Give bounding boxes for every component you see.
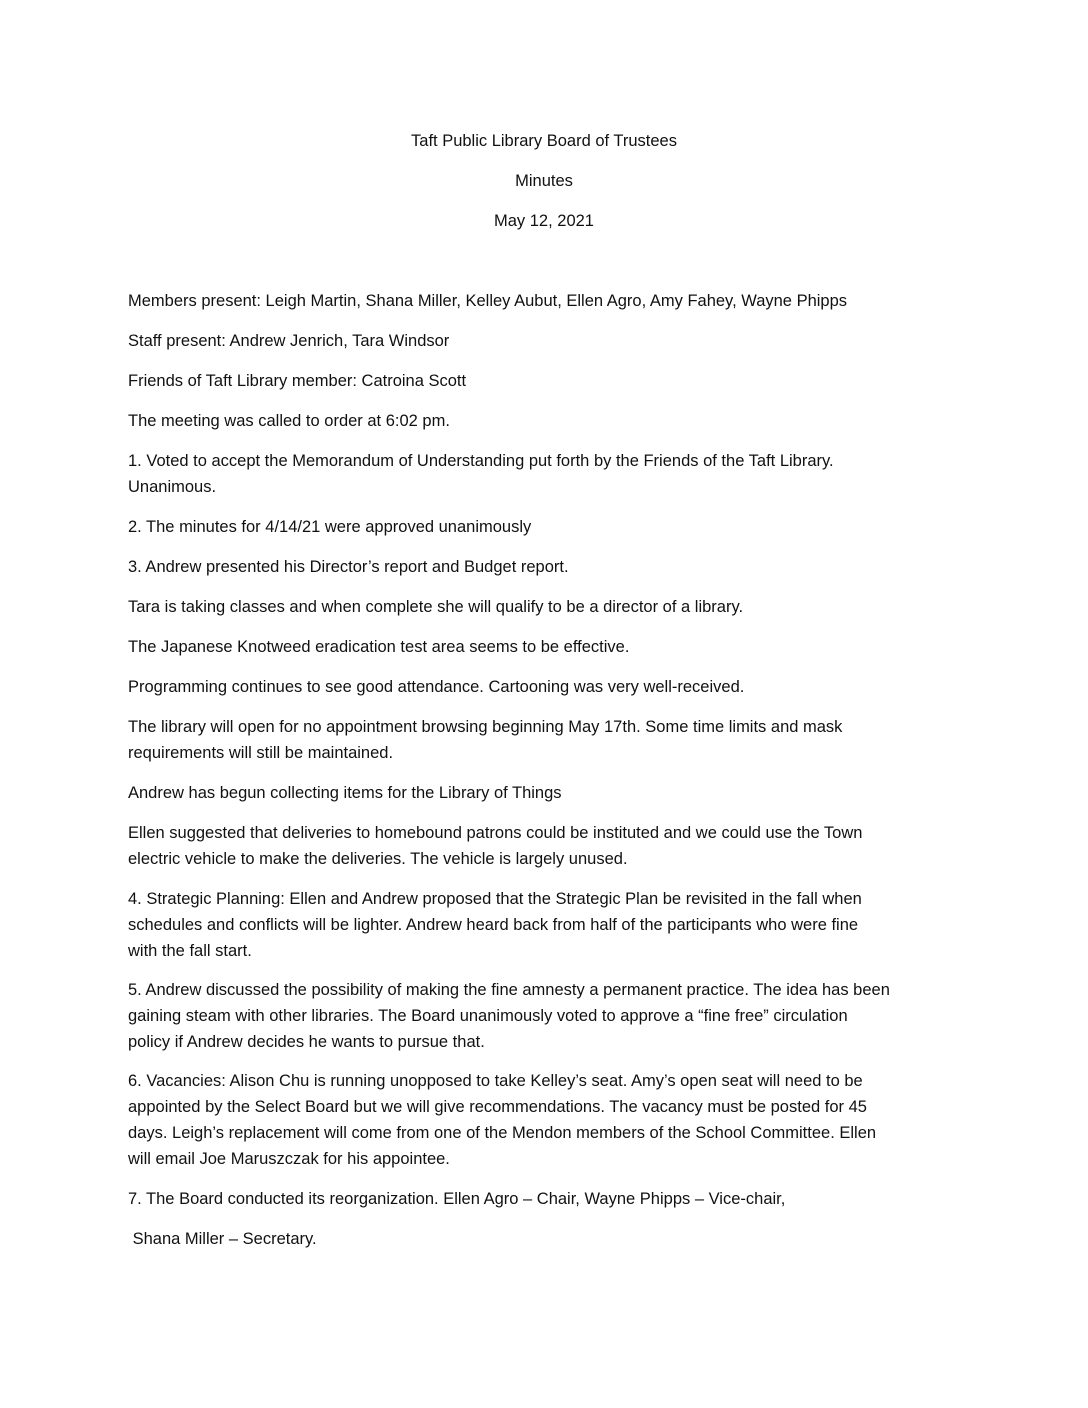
library-open-line: requirements will still be maintained. <box>128 744 394 762</box>
agenda-item-4-line: schedules and conflicts will be lighter. Andrew heard back from half of the participants who were fine <box>128 916 859 934</box>
agenda-item-6-line: appointed by the Select Board but we will give recommendations. The vacancy must be posted for 45 <box>128 1098 867 1116</box>
agenda-item-5-line: 5. Andrew discussed the possibility of making the fine amnesty a permanent practice. The idea has been <box>128 981 890 999</box>
call-to-order <box>128 408 968 434</box>
meeting-date: May 12, 2021 <box>494 212 594 230</box>
agenda-item-2 <box>128 514 968 540</box>
document-title: Taft Public Library Board of Trustees <box>411 132 677 150</box>
agenda-item-1 <box>128 448 968 500</box>
deliveries-line: Ellen suggested that deliveries to homebound patrons could be instituted and we could use the Town <box>128 824 863 842</box>
agenda-item-3-text: 3. Andrew presented his Director’s report and Budget report. <box>128 558 569 576</box>
tara-classes-text: Tara is taking classes and when complete she will qualify to be a director of a library. <box>128 598 744 616</box>
staff-present <box>128 328 968 354</box>
agenda-item-5 <box>128 977 968 1055</box>
agenda-item-7-continued-text: Shana Miller – Secretary. <box>128 1230 317 1248</box>
agenda-item-6-line: will email Joe Maruszczak for his appointee. <box>128 1150 450 1168</box>
agenda-item-5-line: policy if Andrew decides he wants to pursue that. <box>128 1033 485 1051</box>
library-open-line: The library will open for no appointment browsing beginning May 17th. Some time limits and mask <box>128 718 843 736</box>
agenda-item-7-continued <box>128 1226 968 1252</box>
agenda-item-2-text: 2. The minutes for 4/14/21 were approved unanimously <box>128 518 532 536</box>
programming-text: Programming continues to see good attendance. Cartooning was very well-received. <box>128 678 745 696</box>
document-subtitle: Minutes <box>515 172 573 190</box>
agenda-item-1-line: 1. Voted to accept the Memorandum of Understanding put forth by the Friends of the Taft Library. <box>128 452 834 470</box>
library-of-things-note <box>128 780 968 806</box>
knotweed-text: The Japanese Knotweed eradication test area seems to be effective. <box>128 638 630 656</box>
deliveries-note <box>128 820 968 872</box>
friends-member <box>128 368 968 394</box>
knotweed-note <box>128 634 968 660</box>
friends-member-text: Friends of Taft Library member: Catroina Scott <box>128 372 467 390</box>
call-to-order-text: The meeting was called to order at 6:02 pm. <box>128 412 450 430</box>
library-open-note <box>128 714 968 766</box>
staff-present-text: Staff present: Andrew Jenrich, Tara Windsor <box>128 332 450 350</box>
agenda-item-4-line: with the fall start. <box>128 942 252 960</box>
agenda-item-6 <box>128 1068 968 1172</box>
agenda-item-4 <box>128 886 968 964</box>
agenda-item-7-text: 7. The Board conducted its reorganization. Ellen Agro – Chair, Wayne Phipps – Vice-chair, <box>128 1190 786 1208</box>
agenda-item-1-line: Unanimous. <box>128 478 217 496</box>
members-present-text: Members present: Leigh Martin, Shana Miller, Kelley Aubut, Ellen Agro, Amy Fahey, Wayne Phipps <box>128 292 848 310</box>
members-present <box>128 288 968 314</box>
library-of-things-text: Andrew has begun collecting items for the Library of Things <box>128 784 562 802</box>
agenda-item-3 <box>128 554 968 580</box>
deliveries-line: electric vehicle to make the deliveries. The vehicle is largely unused. <box>128 850 628 868</box>
agenda-item-4-line: 4. Strategic Planning: Ellen and Andrew proposed that the Strategic Plan be revisited in the fall when <box>128 890 862 908</box>
tara-classes-note <box>128 594 968 620</box>
agenda-item-6-line: days. Leigh’s replacement will come from one of the Mendon members of the School Committee. Ellen <box>128 1124 877 1142</box>
agenda-item-7 <box>128 1186 968 1212</box>
agenda-item-5-line: gaining steam with other libraries. The Board unanimously voted to approve a “fine free” circulation <box>128 1007 848 1025</box>
agenda-item-6-line: 6. Vacancies: Alison Chu is running unopposed to take Kelley’s seat. Amy’s open seat will need to be <box>128 1072 863 1090</box>
programming-note <box>128 674 968 700</box>
